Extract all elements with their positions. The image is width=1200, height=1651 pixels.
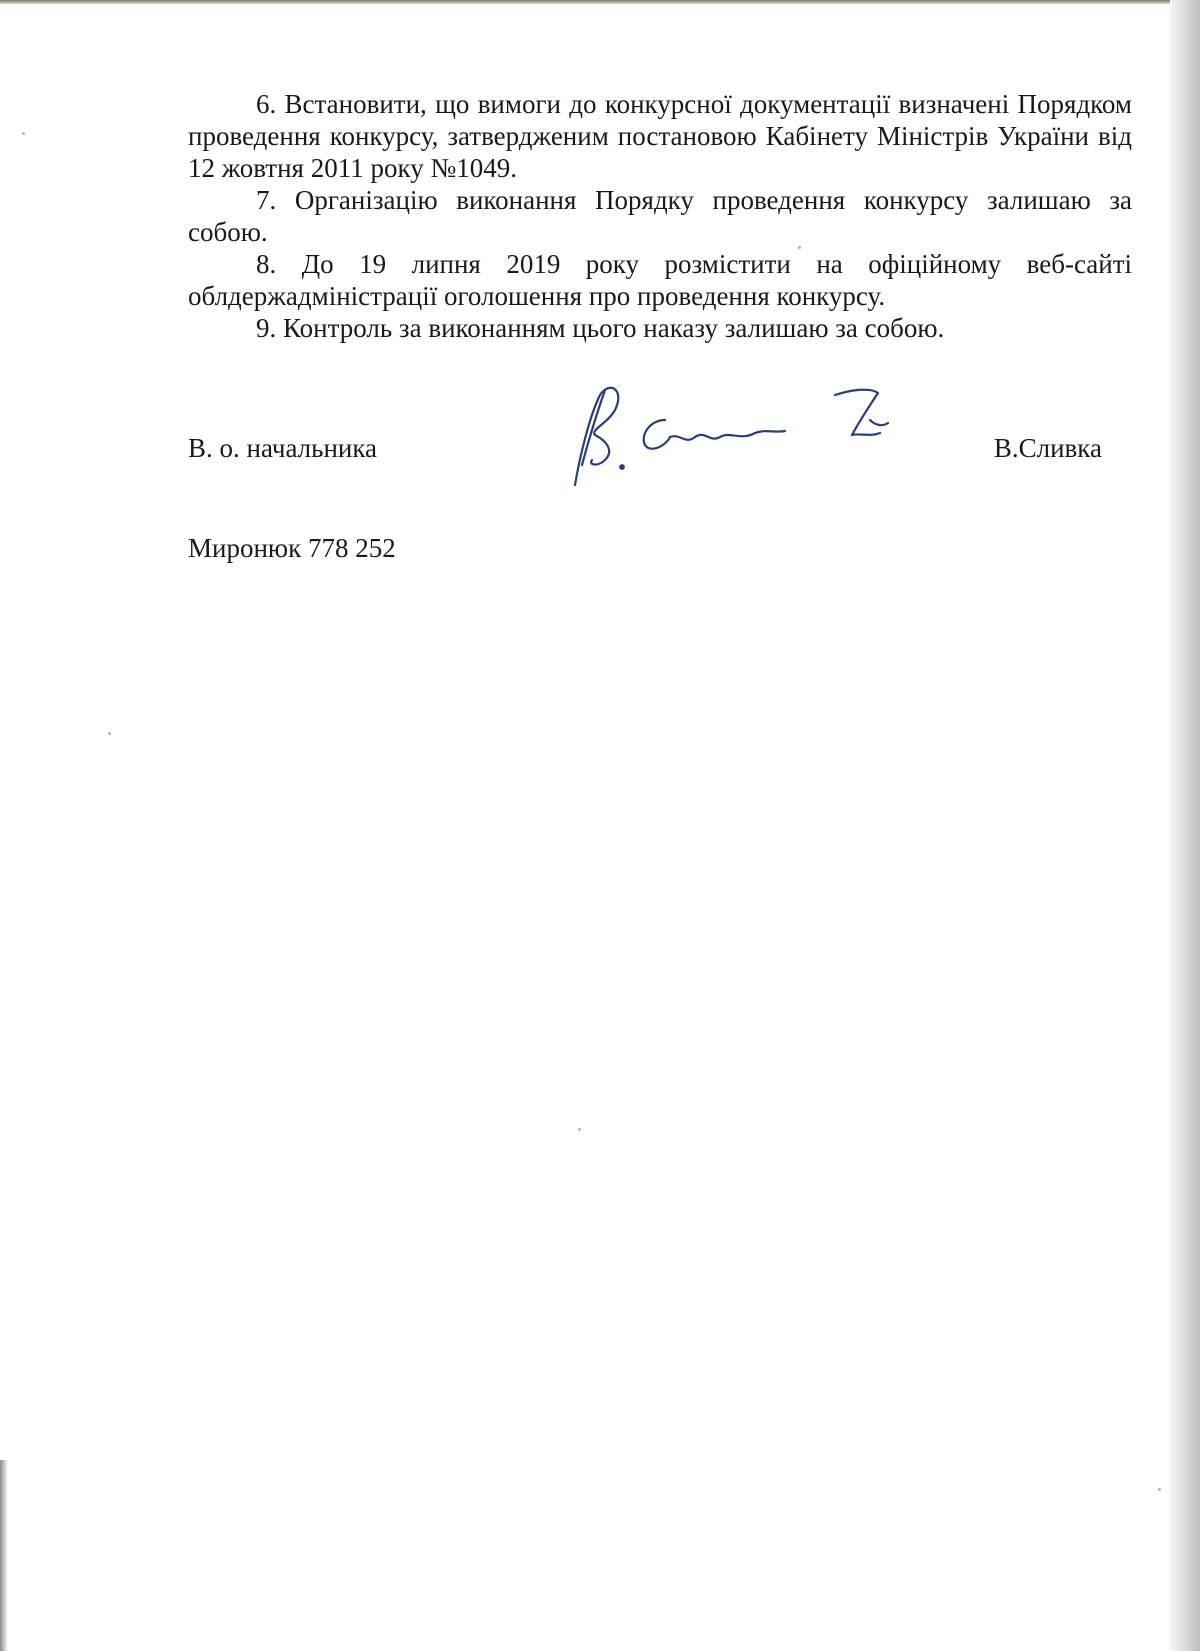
order-body — [188, 88, 1132, 344]
scan-speck — [578, 1128, 581, 1131]
scan-speck — [22, 132, 25, 135]
signatory-role: В. о. начальника — [188, 433, 378, 463]
scan-speck — [798, 246, 801, 249]
signatory-name: В.Сливка — [993, 433, 1102, 463]
paragraph-8: 8. До 19 липня 2019 року розмістити на офіційному веб-сайті облдержадміністрації оголошення про проведення конкурсу. — [188, 249, 1132, 311]
handwritten-signature — [570, 375, 910, 495]
scan-speck — [108, 732, 111, 735]
paragraph-7: 7. Організацію виконання Порядку проведення конкурсу залишаю за собою. — [188, 185, 1132, 247]
paragraph-9: 9. Контроль за виконанням цього наказу залишаю за собою. — [256, 313, 945, 343]
scan-speck — [1158, 1488, 1161, 1491]
scan-edge-left — [0, 1460, 8, 1651]
scan-edge-right — [1170, 0, 1200, 1651]
paragraph-6: 6. Встановити, що вимоги до конкурсної документації визначені Порядком проведення конкурсу, затвердженим постановою Кабінету Міністрів України від 12 жовтня 2011 року №1049. — [188, 89, 1132, 183]
executor-contact: Миронюк 778 252 — [188, 533, 396, 563]
scan-edge-top — [0, 0, 1170, 4]
